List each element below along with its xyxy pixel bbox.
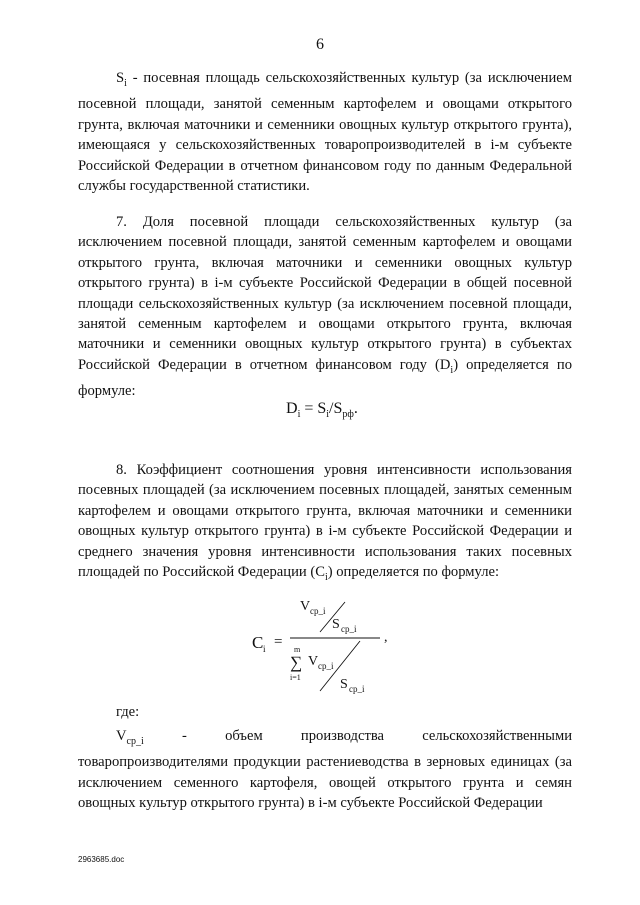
formula-c-num-s-sub: ср_i — [341, 624, 357, 634]
paragraph-8-text-b: ) определяется по формуле: — [327, 564, 500, 581]
formula-c-den-v-sub: ср_i — [318, 661, 334, 671]
paragraph-7 — [78, 212, 572, 402]
formula-d-eq: = S — [300, 400, 327, 417]
paragraph-s-definition — [78, 68, 572, 196]
formula-c-eq: = — [274, 634, 283, 650]
formula-c-sum-top: m — [294, 645, 301, 654]
symbol-v: V — [116, 728, 127, 744]
formula-c-sum-bottom: i=1 — [290, 673, 301, 682]
symbol-s: S — [116, 70, 125, 86]
formula-c-lhs-sub: i — [263, 644, 266, 654]
paragraph-7-text-b: ) определяется по формуле: — [78, 356, 573, 400]
formula-c-graphic — [250, 596, 410, 696]
formula-c-num-v: V — [300, 599, 311, 614]
paragraph-s-text: - посевная площадь сельскохозяйственных культур (за исключением посевной площади, занятой семенным картофелем и овощами открытого грунта, включая маточники и семенники овощных культур открытого грунта), имеющаяся у сельскохозяйственных товаропроизводителей в i-м субъекте Российской Федерации в отчетном финансовом году по данным Федеральной службы государственной статистики. — [78, 70, 572, 194]
formula-c-comma: , — [384, 630, 388, 645]
formula-c-num-s: S — [332, 617, 340, 632]
paragraph-v-text: - объем производства сельскохозяйственными товаропроизводителями продукции растениеводства в зерновых единицах (за исключением семенного картофеля, овощей открытого грунта и семян овощных культур открытого грунта) в i-м субъекте Российской Федерации — [78, 728, 572, 812]
formula-d-rf-sub: рф — [342, 409, 354, 421]
formula-d-lhs-sub: i — [297, 409, 301, 421]
paragraph-7-text-a: 7. Доля посевной площади сельскохозяйственных культур (за исключением посевной площади, занятой семенным картофелем и овощами открытого грунта, включая маточники и семенники овощных культур открытого грунта) в i-м субъекте Российской Федерации в общей посевной площади сельскохозяйственных культур (за исключением посевной площади, занятой семенным картофелем и овощами открытого грунта, включая маточники и семенники овощных культур открытого грунта) в субъектах Российской Федерации в отчетном финансовом году (D — [78, 214, 572, 373]
page-number: 6 — [316, 36, 324, 53]
paragraph-8-subscript: i — [324, 571, 328, 583]
formula-c-den-v: V — [308, 654, 319, 669]
paragraph-7-subscript: i — [450, 364, 454, 376]
formula-d-end: . — [353, 400, 358, 417]
where-label: где: — [116, 704, 140, 720]
symbol-v-subscript: ср_i — [126, 735, 144, 747]
formula-c-sum: ∑ — [290, 653, 303, 672]
paragraph-8 — [78, 460, 572, 588]
formula-c-den-s: S — [340, 677, 348, 692]
formula-d-lhs: D — [286, 400, 298, 417]
symbol-s-subscript: i — [124, 77, 127, 89]
formula-c — [250, 596, 410, 696]
paragraph-v-definition — [78, 726, 572, 814]
paragraph-8-text-a: 8. Коэффициент соотношения уровня интенсивности использования посевных площадей (за исключением посевных площадей, занятых семенным картофелем и овощами открытого грунта, включая маточники и семенники овощных культур открытого грунта) в i-м субъекте Российской Федерации и среднего значения уровня интенсивности использования таких посевных площадей по Российской Федерации (C — [78, 462, 572, 581]
formula-d — [286, 400, 358, 420]
formula-d-s-sub: i — [326, 409, 330, 421]
formula-c-lhs: C — [252, 633, 264, 652]
formula-c-den-s-sub: ср_i — [349, 684, 365, 694]
document-filename: 2963685.doc — [78, 855, 125, 864]
formula-d-slash: /S — [329, 400, 343, 417]
formula-c-num-v-sub: ср_i — [310, 606, 326, 616]
